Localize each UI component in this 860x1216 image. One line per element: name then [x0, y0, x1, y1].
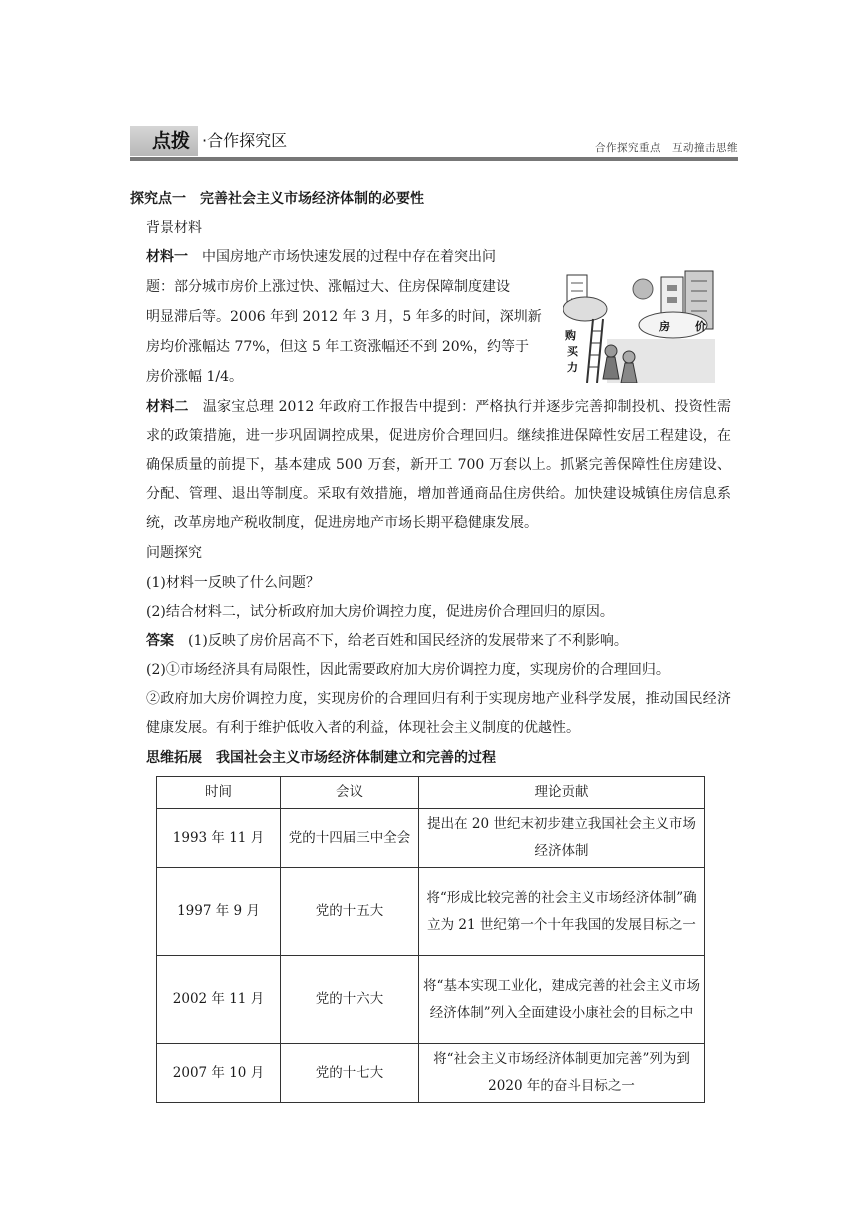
table-cell: 将“形成比较完善的社会主义市场经济体制”确立为 21 世纪第一个十年我国的发展目标之一: [419, 868, 705, 956]
table-cell: 将“基本实现工业化，建成完善的社会主义市场经济体制”列入全面建设小康社会的目标之中: [419, 956, 705, 1044]
section-heading: 探究点一 完善社会主义市场经济体制的必要性: [130, 191, 424, 207]
background-label: 背景材料: [146, 220, 202, 236]
table-row: [157, 809, 705, 868]
material1-line: 题：部分城市房价上涨过快、涨幅过大、住房保障制度建设: [146, 279, 510, 295]
housing-price-cartoon: [563, 269, 715, 383]
table-cell: 2002 年 11 月: [157, 956, 281, 1044]
table-row: [157, 1044, 705, 1103]
header-subtitle: 合作探究重点 互动撞击思维: [595, 142, 738, 154]
buy-label-3: 力: [567, 361, 578, 374]
question-2: (2)结合材料二，试分析政府加大房价调控力度，促进房价合理回归的原因。: [146, 604, 614, 620]
header-title: ·合作探究区: [202, 131, 288, 150]
table-row: [157, 868, 705, 956]
material1-label: 材料一: [146, 249, 188, 265]
table-header: 理论贡献: [419, 777, 705, 809]
material2-label: 材料二: [146, 399, 189, 415]
header-tab: 点拨: [130, 126, 198, 156]
extension-heading: 思维拓展 我国社会主义市场经济体制建立和完善的过程: [146, 750, 496, 766]
table-cell: 党的十七大: [281, 1044, 419, 1103]
buy-label-1: 购: [565, 329, 576, 342]
table-cell: 1997 年 9 月: [157, 868, 281, 956]
answer-line: [146, 627, 628, 655]
buy-label-2: 买: [567, 345, 578, 358]
reform-timeline-table: [156, 776, 705, 1103]
table-header-row: [157, 777, 705, 809]
table-cell: 党的十四届三中全会: [281, 809, 419, 868]
table-cell: 1993 年 11 月: [157, 809, 281, 868]
question-1: (1)材料一反映了什么问题？: [146, 575, 320, 591]
price-label-2: 价: [695, 320, 706, 333]
material2-text: 温家宝总理 2012 年政府工作报告中提到：严格执行并逐步完善抑制投机、投资性需求的政策措施，进一步巩固调控成果，促进房价合理回归。继续推进保障性安居工程建设，在确保质量的前提下，基本建成 500 万套，新开工 700 万套以上。抓紧完善保障性住房建设、分配、管理、退出等制度。采取有效措施，增加普通商品住房供给。加快建设城镇住房信息系统，改革房地产税收制度，促进房地产市场长期平稳健康发展。: [146, 399, 732, 531]
table-cell: 党的十五大: [281, 868, 419, 956]
material1-text: 中国房地产市场快速发展的过程中存在着突出问: [188, 249, 496, 265]
table-cell: 党的十六大: [281, 956, 419, 1044]
section-header: [130, 126, 738, 162]
answer-3: ②政府加大房价调控力度，实现房价的合理回归有利于实现房地产业科学发展，推动国民经济健康发展。有利于维护低收入者的利益，体现社会主义制度的优越性。: [146, 691, 731, 736]
price-label-1: 房: [659, 320, 670, 333]
answer-label: 答案: [146, 633, 174, 649]
table-header: 会议: [281, 777, 419, 809]
answer-1: (1)反映了房价居高不下，给老百姓和国民经济的发展带来了不利影响。: [174, 633, 628, 649]
material1-line: 房价涨幅 1/4。: [146, 369, 243, 385]
table-cell: 将“社会主义市场经济体制更加完善”列为到 2020 年的奋斗目标之一: [419, 1044, 705, 1103]
table-cell: 2007 年 10 月: [157, 1044, 281, 1103]
header-rule: [130, 157, 738, 161]
table-header: 时间: [157, 777, 281, 809]
table-row: [157, 956, 705, 1044]
material2-paragraph: [146, 393, 731, 538]
answer-2: (2)①市场经济具有局限性，因此需要政府加大房价调控力度，实现房价的合理回归。: [146, 662, 670, 678]
question-label: 问题探究: [146, 545, 202, 561]
material1-line: 房均价涨幅达 77%，但这 5 年工资涨幅还不到 20%，约等于: [146, 339, 529, 355]
material1-line: 明显滞后等。2006 年到 2012 年 3 月，5 年多的时间，深圳新: [146, 309, 542, 325]
table-cell: 提出在 20 世纪末初步建立我国社会主义市场经济体制: [419, 809, 705, 868]
material1-line: [146, 243, 496, 271]
